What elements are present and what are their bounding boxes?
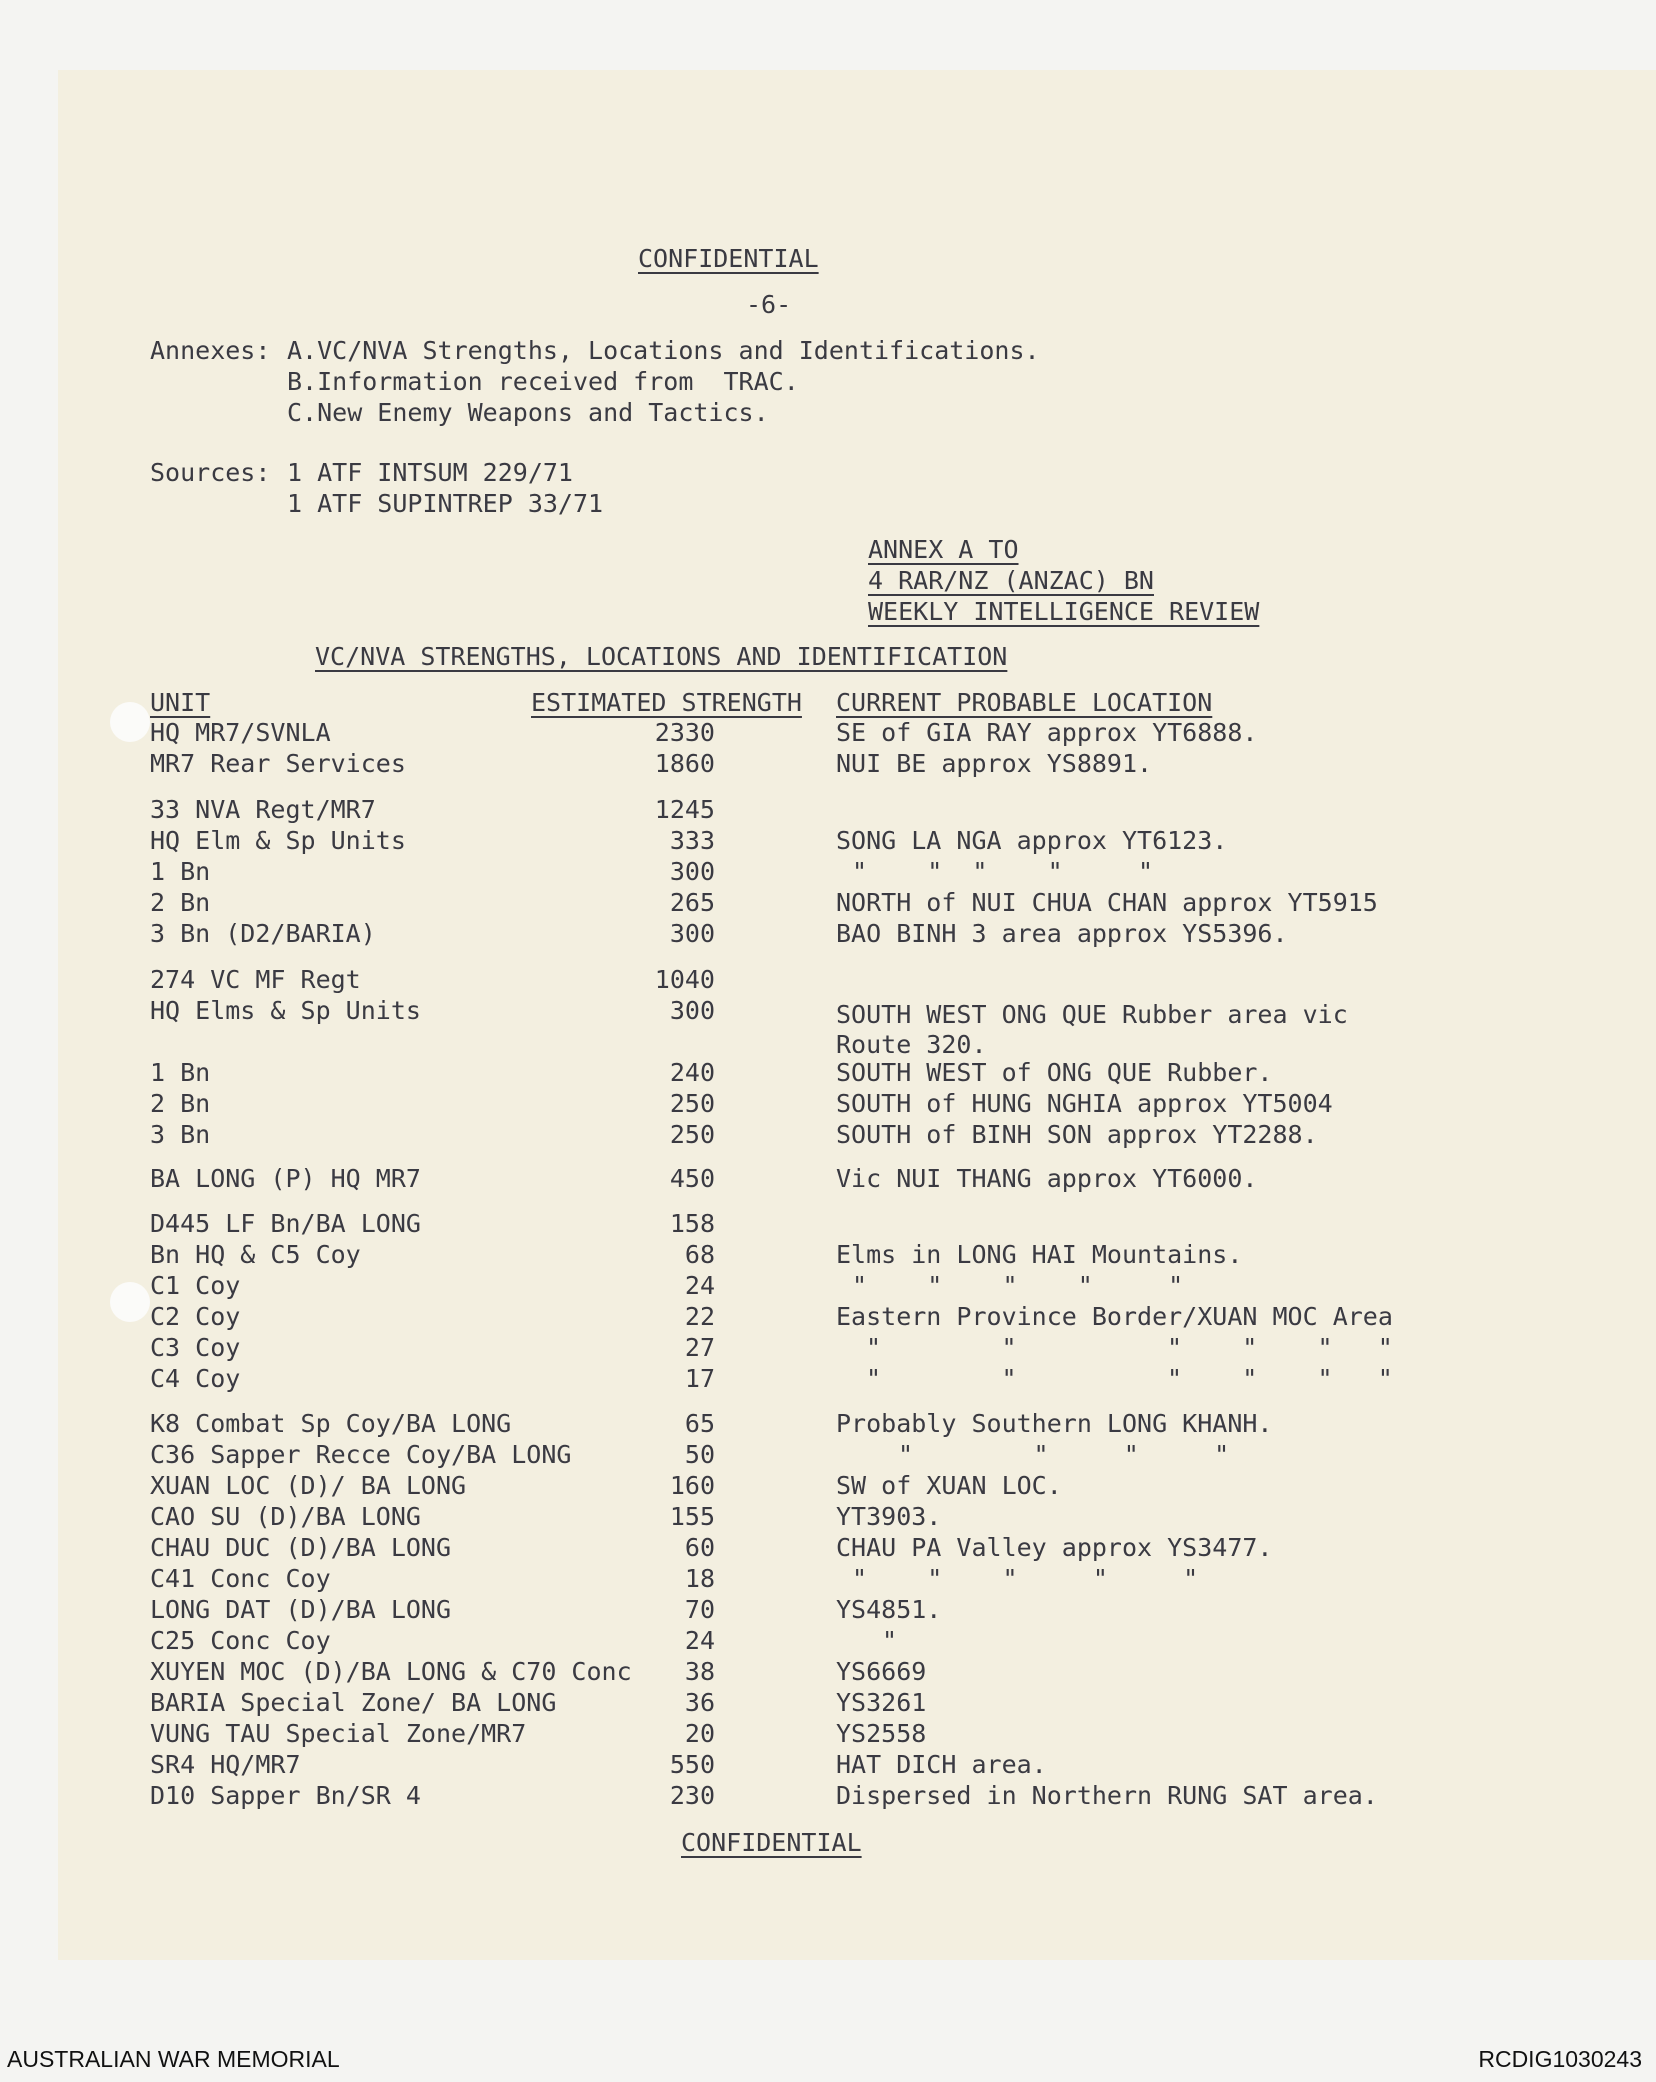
strength-cell: 27 (684, 1333, 715, 1362)
source-item: 1 ATF SUPINTREP 33/71 (287, 489, 604, 518)
unit-cell: LONG DAT (D)/BA LONG (150, 1595, 452, 1624)
unit-cell: C4 Coy (150, 1364, 241, 1393)
unit-cell: 1 Bn (150, 857, 211, 886)
unit-cell: 3 Bn (150, 1120, 211, 1149)
annex-ref-line: ANNEX A TO (868, 535, 1019, 564)
unit-cell: CHAU DUC (D)/BA LONG (150, 1533, 452, 1562)
unit-cell: BA LONG (P) HQ MR7 (150, 1164, 421, 1193)
strength-cell: 60 (684, 1533, 715, 1562)
strength-cell: 36 (684, 1688, 715, 1717)
location-cell: NUI BE approx YS8891. (836, 749, 1153, 778)
strength-cell: 1245 (654, 795, 715, 824)
location-cell: " " " " " " (866, 1333, 1393, 1362)
strength-cell: 50 (684, 1440, 715, 1469)
strength-cell: 333 (669, 826, 715, 855)
location-cell: SOUTH of BINH SON approx YT2288. (836, 1120, 1318, 1149)
location-cell: BAO BINH 3 area approx YS5396. (836, 919, 1288, 948)
location-cell: YS3261 (836, 1688, 927, 1717)
unit-cell: 2 Bn (150, 1089, 211, 1118)
annex-ref-line: WEEKLY INTELLIGENCE REVIEW (868, 597, 1260, 626)
strength-cell: 38 (684, 1657, 715, 1686)
strength-cell: 250 (669, 1089, 715, 1118)
location-cell: " " " " (898, 1440, 1230, 1469)
unit-cell: C3 Coy (150, 1333, 241, 1362)
strength-cell: 160 (669, 1471, 715, 1500)
strength-cell: 24 (684, 1626, 715, 1655)
page-number: -6- (746, 290, 792, 319)
location-cell: " " " " " (852, 857, 1154, 886)
strength-cell: 158 (669, 1209, 715, 1238)
location-cell: YS2558 (836, 1719, 927, 1748)
location-cell: " " " " " (852, 1564, 1199, 1593)
strength-cell: 250 (669, 1120, 715, 1149)
strength-cell: 22 (684, 1302, 715, 1331)
unit-cell: XUAN LOC (D)/ BA LONG (150, 1471, 467, 1500)
location-cell: Route 320. (836, 1030, 987, 1059)
location-cell: CHAU PA Valley approx YS3477. (836, 1533, 1273, 1562)
strength-cell: 24 (684, 1271, 715, 1300)
strength-cell: 550 (669, 1750, 715, 1779)
unit-cell: SR4 HQ/MR7 (150, 1750, 301, 1779)
unit-cell: CAO SU (D)/BA LONG (150, 1502, 421, 1531)
strength-cell: 18 (684, 1564, 715, 1593)
location-cell: Dispersed in Northern RUNG SAT area. (836, 1781, 1378, 1810)
strength-cell: 1860 (654, 749, 715, 778)
location-cell: SOUTH of HUNG NGHIA approx YT5004 (836, 1089, 1333, 1118)
unit-cell: XUYEN MOC (D)/BA LONG & C70 Conc (150, 1657, 632, 1686)
location-cell: SE of GIA RAY approx YT6888. (836, 718, 1258, 747)
strength-cell: 450 (669, 1164, 715, 1193)
strength-cell: 300 (669, 919, 715, 948)
unit-cell: HQ MR7/SVNLA (150, 718, 331, 747)
strength-cell: 65 (684, 1409, 715, 1438)
location-cell: SW of XUAN LOC. (836, 1471, 1062, 1500)
location-cell: Vic NUI THANG approx YT6000. (836, 1164, 1258, 1193)
annex-ref-line: 4 RAR/NZ (ANZAC) BN (868, 566, 1154, 595)
unit-cell: HQ Elm & Sp Units (150, 826, 406, 855)
annexes-label: Annexes: (150, 336, 271, 365)
strength-cell: 300 (669, 857, 715, 886)
location-cell: YS6669 (836, 1657, 927, 1686)
unit-cell: 33 NVA Regt/MR7 (150, 795, 376, 824)
strength-cell: 2330 (654, 718, 715, 747)
archive-reference: RCDIG1030243 (1478, 2046, 1642, 2072)
strength-cell: 240 (669, 1058, 715, 1087)
strength-cell: 155 (669, 1502, 715, 1531)
source-item: 1 ATF INTSUM 229/71 (287, 458, 573, 487)
location-cell: HAT DICH area. (836, 1750, 1047, 1779)
unit-cell: MR7 Rear Services (150, 749, 406, 778)
strength-cell: 230 (669, 1781, 715, 1810)
location-cell: YS4851. (836, 1595, 942, 1624)
sources-label: Sources: (150, 458, 271, 487)
unit-cell: BARIA Special Zone/ BA LONG (150, 1688, 557, 1717)
archive-credit: AUSTRALIAN WAR MEMORIAL (7, 2046, 340, 2072)
location-cell: SONG LA NGA approx YT6123. (836, 826, 1228, 855)
annex-item: A.VC/NVA Strengths, Locations and Identifications. (287, 336, 1040, 365)
unit-cell: K8 Combat Sp Coy/BA LONG (150, 1409, 512, 1438)
punch-hole (110, 702, 150, 742)
unit-cell: D445 LF Bn/BA LONG (150, 1209, 421, 1238)
location-cell: YT3903. (836, 1502, 942, 1531)
location-cell: " (882, 1626, 898, 1655)
strength-cell: 70 (684, 1595, 715, 1624)
unit-cell: 274 VC MF Regt (150, 965, 361, 994)
unit-cell: Bn HQ & C5 Coy (150, 1240, 361, 1269)
unit-cell: D10 Sapper Bn/SR 4 (150, 1781, 421, 1810)
column-header-unit: UNIT (150, 688, 211, 717)
strength-cell: 1040 (654, 965, 715, 994)
table-title: VC/NVA STRENGTHS, LOCATIONS AND IDENTIFICATION (315, 642, 1008, 671)
annex-item: B.Information received from TRAC. (287, 367, 799, 396)
strength-cell: 265 (669, 888, 715, 917)
unit-cell: VUNG TAU Special Zone/MR7 (150, 1719, 527, 1748)
location-cell: Elms in LONG HAI Mountains. (836, 1240, 1243, 1269)
column-header-strength: ESTIMATED STRENGTH (531, 688, 802, 717)
punch-hole (110, 1282, 150, 1322)
unit-cell: C41 Conc Coy (150, 1564, 331, 1593)
unit-cell: C1 Coy (150, 1271, 241, 1300)
unit-cell: 1 Bn (150, 1058, 211, 1087)
unit-cell: C25 Conc Coy (150, 1626, 331, 1655)
annex-item: C.New Enemy Weapons and Tactics. (287, 398, 769, 427)
location-cell: Eastern Province Border/XUAN MOC Area (836, 1302, 1393, 1331)
strength-cell: 20 (684, 1719, 715, 1748)
strength-cell: 300 (669, 996, 715, 1025)
location-cell: SOUTH WEST of ONG QUE Rubber. (836, 1058, 1273, 1087)
classification-footer: CONFIDENTIAL (681, 1828, 862, 1857)
location-cell: " " " " " (852, 1271, 1184, 1300)
unit-cell: 2 Bn (150, 888, 211, 917)
classification-header: CONFIDENTIAL (638, 244, 819, 273)
location-cell: Probably Southern LONG KHANH. (836, 1409, 1273, 1438)
column-header-location: CURRENT PROBABLE LOCATION (836, 688, 1213, 717)
location-cell: SOUTH WEST ONG QUE Rubber area vic (836, 1000, 1348, 1029)
location-cell: NORTH of NUI CHUA CHAN approx YT5915 (836, 888, 1378, 917)
unit-cell: C36 Sapper Recce Coy/BA LONG (150, 1440, 572, 1469)
strength-cell: 17 (684, 1364, 715, 1393)
location-cell: " " " " " " (866, 1364, 1393, 1393)
unit-cell: HQ Elms & Sp Units (150, 996, 421, 1025)
unit-cell: C2 Coy (150, 1302, 241, 1331)
strength-cell: 68 (684, 1240, 715, 1269)
unit-cell: 3 Bn (D2/BARIA) (150, 919, 376, 948)
